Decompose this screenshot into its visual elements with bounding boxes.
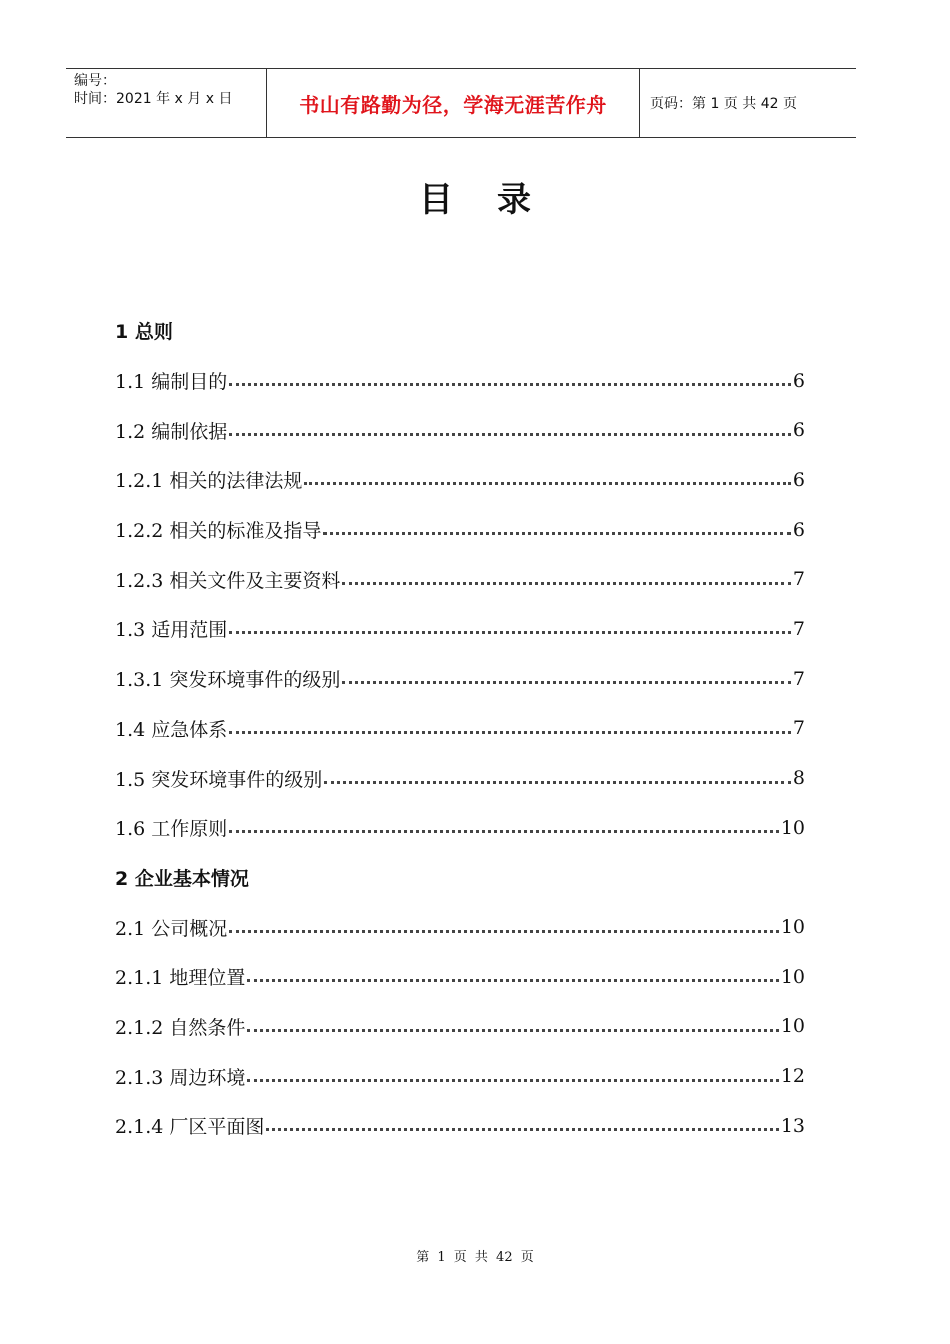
header-time-label: 时间：2021 年 x 月 x 日 xyxy=(74,91,233,107)
header-motto: 书山有路勤为径，学海无涯苦作舟 xyxy=(299,92,607,117)
toc-page-number: 6 xyxy=(792,468,805,491)
toc-entry-label: 1.2.3 相关文件及主要资料 xyxy=(115,569,341,592)
toc-page-number: 7 xyxy=(792,667,805,690)
header-page-cell xyxy=(640,69,856,137)
toc-entry[interactable] xyxy=(115,455,805,505)
toc-entry-label: 1.3.1 突发环境事件的级别 xyxy=(115,669,341,692)
toc-dot-leader xyxy=(229,433,791,436)
toc-entry-label: 1.4 应急体系 xyxy=(115,718,228,741)
toc-entry[interactable] xyxy=(115,902,805,952)
toc-entry-label: 1.2.2 相关的标准及指导 xyxy=(115,520,322,543)
toc-entry-label: 1.2 编制依据 xyxy=(115,420,228,443)
header-meta xyxy=(66,69,267,137)
page-footer: 第 1 页 共 42 页 xyxy=(416,1250,534,1265)
toc-page-number: 10 xyxy=(780,1015,805,1038)
toc-page-number: 10 xyxy=(780,916,805,939)
toc-page-number: 7 xyxy=(792,617,805,640)
toc-entry-label: 2.1.3 周边环境 xyxy=(115,1066,246,1089)
toc-dot-leader xyxy=(342,681,791,684)
header-page-label: 页码：第 1 页 共 42 页 xyxy=(650,96,797,112)
toc-entry[interactable] xyxy=(115,952,805,1002)
toc-page-number: 7 xyxy=(792,717,805,740)
toc-dot-leader xyxy=(323,532,791,535)
toc-page-number: 10 xyxy=(780,816,805,839)
toc-page-number: 7 xyxy=(792,568,805,591)
toc-dot-leader xyxy=(229,731,791,734)
toc-entry[interactable] xyxy=(115,604,805,654)
toc-entry-label: 1.3 适用范围 xyxy=(115,619,228,642)
toc-entry-label: 2.1.1 地理位置 xyxy=(115,967,246,990)
toc-page-number: 13 xyxy=(780,1114,805,1137)
toc-entry[interactable] xyxy=(115,1101,805,1151)
toc-page-number: 6 xyxy=(792,518,805,541)
toc-dot-leader xyxy=(342,582,791,585)
toc-dot-leader xyxy=(247,979,778,982)
toc-page-number: 10 xyxy=(780,965,805,988)
toc-entry-label: 1.5 突发环境事件的级别 xyxy=(115,768,323,791)
toc-page-number: 6 xyxy=(792,419,805,442)
toc-dot-leader xyxy=(247,1079,778,1082)
toc-page-number: 8 xyxy=(792,767,805,790)
toc-entry[interactable] xyxy=(115,1002,805,1052)
toc-dot-leader xyxy=(247,1029,778,1032)
toc-section-label: 2 企业基本情况 xyxy=(115,867,249,890)
page-header xyxy=(66,68,856,138)
toc-entry[interactable] xyxy=(115,704,805,754)
toc-entry[interactable] xyxy=(115,356,805,406)
toc-entry-label: 1.2.1 相关的法律法规 xyxy=(115,470,303,493)
toc-dot-leader xyxy=(324,781,791,784)
toc-entry[interactable] xyxy=(115,803,805,853)
toc-entry[interactable] xyxy=(115,505,805,555)
toc-dot-leader xyxy=(229,383,791,386)
toc-dot-leader xyxy=(229,930,779,933)
toc-entry[interactable] xyxy=(115,1051,805,1101)
toc-entry-label: 2.1.2 自然条件 xyxy=(115,1016,246,1039)
toc-dot-leader xyxy=(266,1128,778,1131)
table-of-contents xyxy=(115,306,805,1151)
toc-dot-leader xyxy=(304,482,791,485)
toc-dot-leader xyxy=(229,631,791,634)
toc-entry[interactable] xyxy=(115,405,805,455)
toc-section-heading[interactable] xyxy=(115,853,805,903)
toc-entry-label: 1.1 编制目的 xyxy=(115,371,228,394)
toc-dot-leader xyxy=(229,830,779,833)
header-number-label: 编号： xyxy=(74,73,116,89)
toc-entry[interactable] xyxy=(115,654,805,704)
toc-entry[interactable] xyxy=(115,554,805,604)
toc-entry-label: 2.1 公司概况 xyxy=(115,917,228,940)
toc-entry-label: 2.1.4 厂区平面图 xyxy=(115,1116,265,1139)
toc-entry-label: 1.6 工作原则 xyxy=(115,818,228,841)
toc-section-label: 1 总则 xyxy=(115,321,173,344)
toc-page-number: 6 xyxy=(792,369,805,392)
header-motto-cell xyxy=(267,69,640,137)
toc-entry[interactable] xyxy=(115,753,805,803)
toc-page-number: 12 xyxy=(780,1065,805,1088)
page-title: 目录 xyxy=(419,180,575,220)
toc-section-heading[interactable] xyxy=(115,306,805,356)
